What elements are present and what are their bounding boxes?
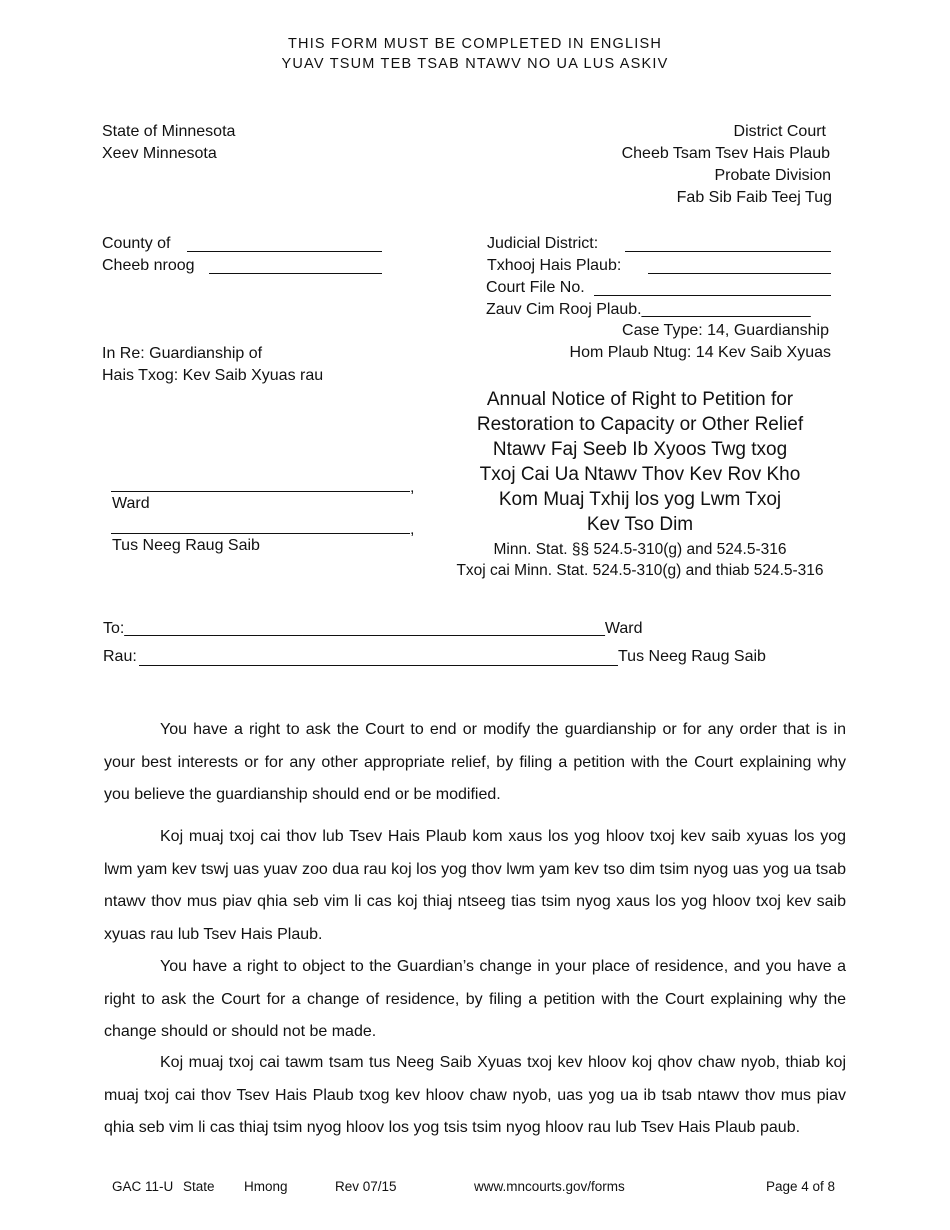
division-label: Probate Division	[714, 167, 831, 184]
county-input-hmong[interactable]	[209, 273, 382, 274]
title-line: Kom Muaj Txhij los yog Lwm Txoj	[498, 489, 782, 510]
guardian-label: Tus Neeg Raug Saib	[112, 537, 260, 554]
statute-citation: Minn. Stat. §§ 524.5-310(g) and 524.5-316	[493, 541, 787, 558]
state-label-hmong: Xeev Minnesota	[102, 145, 217, 162]
paragraph-right-to-petition-hmong: Koj muaj txoj cai thov lub Tsev Hais Plaub kom xaus los yog hloov txoj kev saib xyuas los yog lwm yam kev tswj uas yuav zoo dua rau koj los yog thov lwm yam kev tso dim tsim nyog uas yog ua tsab ntawv thov mus piav qhia seb vim li cas koj thiaj ntseeg tias tsim nyog xaus los yog hloov txoj kev saib xyuas rau lub Tsev Hais Plaub.	[104, 828, 846, 943]
title-line: Annual Notice of Right to Petition for	[486, 389, 794, 410]
guardian-name-input[interactable]	[111, 533, 410, 534]
state-label: State of Minnesota	[102, 123, 236, 140]
paragraph-right-to-object: You have a right to object to the Guardian’s change in your place of residence, and you have a right to ask the Court for a change of residence, by filing a petition with the Court explaining why the change should or should not be made.	[104, 958, 846, 1040]
footer-page-number: Page 4 of 8	[766, 1179, 836, 1194]
to-ward-suffix: Ward	[604, 620, 643, 637]
court-label-hmong: Cheeb Tsam Tsev Hais Plaub	[621, 145, 830, 162]
county-input[interactable]	[187, 251, 382, 252]
case-type-label: Case Type: 14, Guardianship	[622, 322, 829, 339]
in-re-label-hmong: Hais Txog: Kev Saib Xyuas rau	[102, 367, 324, 384]
footer-form-code: GAC 11-U	[112, 1179, 174, 1194]
title-line: Txoj Cai Ua Ntawv Thov Kev Rov Kho	[479, 464, 801, 485]
court-file-input[interactable]	[594, 295, 831, 296]
court-file-label-hmong: Zauv Cim Rooj Plaub.___________________	[486, 301, 811, 318]
to-label-with-line: To:______________________________________________________	[103, 620, 605, 637]
statute-citation-hmong: Txoj cai Minn. Stat. 524.5-310(g) and thiab 524.5-316	[456, 562, 824, 579]
in-re-label: In Re: Guardianship of	[102, 345, 263, 362]
county-label: County of	[102, 235, 171, 252]
guardian-comma: ,	[410, 521, 415, 538]
court-label: District Court	[733, 123, 826, 140]
judicial-district-label-hmong: Txhooj Hais Plaub:	[487, 257, 622, 274]
title-line: Ntawv Faj Seeb Ib Xyoos Twg txog	[492, 439, 788, 460]
header-hmong-notice: YUAV TSUM TEB TSAB NTAWV NO UA LUS ASKIV	[281, 56, 669, 72]
ward-label: Ward	[112, 495, 150, 512]
header-english-notice: THIS FORM MUST BE COMPLETED IN ENGLISH	[287, 36, 663, 52]
ward-comma: ,	[410, 479, 415, 496]
ward-name-input[interactable]	[111, 491, 410, 492]
division-label-hmong: Fab Sib Faib Teej Tug	[676, 189, 832, 206]
judicial-district-input[interactable]	[625, 251, 831, 252]
title-line: Kev Tso Dim	[586, 514, 694, 535]
form-title	[430, 387, 850, 581]
to-input-hmong[interactable]	[139, 665, 618, 666]
paragraph-right-to-petition: You have a right to ask the Court to end or modify the guardianship or for any order that is in your best interests or for any other appropriate relief, by filing a petition with the Court explaining why you believe the guardianship should end or be modified.	[104, 721, 846, 803]
judicial-district-input-hmong[interactable]	[648, 273, 831, 274]
footer-revision: Rev 07/15	[335, 1179, 397, 1194]
to-label-hmong: Rau:	[103, 648, 137, 665]
county-label-hmong: Cheeb nroog	[102, 257, 195, 274]
footer-scope: State	[183, 1179, 215, 1194]
to-guardian-suffix-hmong: Tus Neeg Raug Saib	[618, 648, 766, 665]
footer-language: Hmong	[244, 1179, 288, 1194]
to-field[interactable]	[103, 618, 643, 640]
judicial-district-label: Judicial District:	[487, 235, 599, 252]
case-type-label-hmong: Hom Plaub Ntug: 14 Kev Saib Xyuas	[569, 344, 831, 361]
footer-url[interactable]: www.mncourts.gov/forms	[474, 1179, 625, 1194]
title-line: Restoration to Capacity or Other Relief	[476, 414, 804, 435]
paragraph-right-to-object-hmong: Koj muaj txoj cai tawm tsam tus Neeg Saib Xyuas txoj kev hloov koj qhov chaw nyob, thiab koj muaj txoj cai thov Tsev Hais Plaub txog kev hloov chaw nyob, uas yog ua ib tsab ntawv thov mus piav qhia seb vim li cas thiaj tsim nyog hloov los yog tsis tsim nyog hloov rau lub Tsev Hais Plaub paub.	[104, 1054, 846, 1136]
court-file-label: Court File No.	[486, 279, 585, 296]
